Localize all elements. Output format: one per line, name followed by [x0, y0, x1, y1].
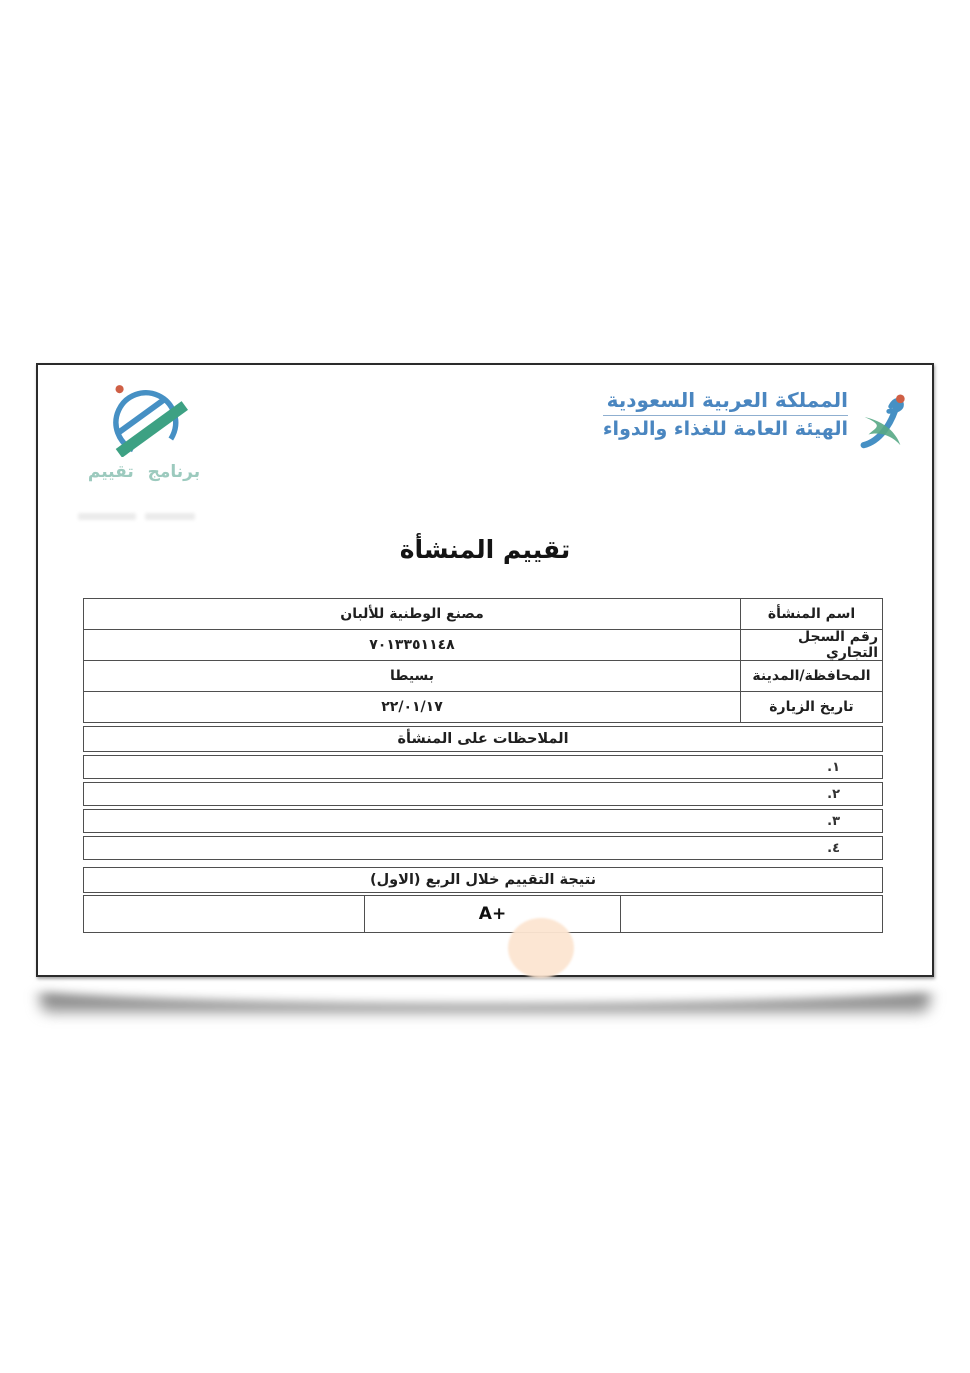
note-row-3 — [83, 809, 883, 833]
city-label: المحافظة/المدينة — [740, 661, 882, 691]
grade-value: A+ — [478, 904, 507, 924]
kingdom-title: المملكة العربية السعودية — [603, 389, 848, 416]
registration-number-label: رقم السجل التجاري — [740, 630, 882, 660]
note-row-4 — [83, 836, 883, 860]
result-section-header: نتيجة التقييم خلال الربع (الاول) — [83, 867, 883, 893]
table-row-visit-date — [84, 691, 882, 722]
program-logo-icon — [96, 381, 192, 457]
table-row-facility-name — [84, 599, 882, 629]
facility-name-value: مصنع الوطنية للألبان — [340, 606, 484, 622]
note-row-1 — [83, 755, 883, 779]
authority-header-text — [603, 389, 848, 441]
city-value: بسيطا — [389, 668, 435, 684]
note-row-2 — [83, 782, 883, 806]
note-number: ١. — [827, 759, 840, 775]
faint-watermark-text — [78, 513, 195, 520]
faint-text-blob — [78, 513, 136, 520]
program-name: برنامج تقييم — [87, 462, 201, 482]
authority-title: الهيئة العامة للغذاء والدواء — [602, 418, 848, 440]
faint-text-blob — [145, 513, 195, 520]
note-number: ٣. — [827, 813, 840, 829]
page-title: تقييم المنشأة — [399, 535, 571, 564]
facility-name-label: اسم المنشأة — [740, 599, 882, 629]
note-number: ٢. — [827, 786, 840, 802]
result-cell-left-empty — [84, 896, 364, 932]
evaluation-table — [83, 598, 883, 933]
notes-section-header: الملاحظات على المنشأة — [83, 726, 883, 752]
facility-info-section — [83, 598, 883, 723]
visit-date-value: ٢٢/٠١/١٧ — [381, 699, 443, 715]
note-number: ٤. — [827, 840, 840, 856]
table-row-registration-number — [84, 629, 882, 660]
certificate-paper — [36, 363, 934, 977]
registration-number-value: ٧٠١٣٣٥١١٤٨ — [369, 637, 455, 653]
visit-date-label: تاريخ الزيارة — [740, 692, 882, 722]
table-row-city — [84, 660, 882, 691]
result-row — [83, 895, 883, 933]
taqyeem-program-logo — [72, 381, 216, 482]
peach-watermark — [508, 918, 574, 978]
sfda-logo-icon — [856, 391, 910, 451]
result-cell-right-empty — [621, 896, 882, 932]
authority-header — [603, 389, 910, 451]
result-cell-grade — [364, 896, 621, 932]
